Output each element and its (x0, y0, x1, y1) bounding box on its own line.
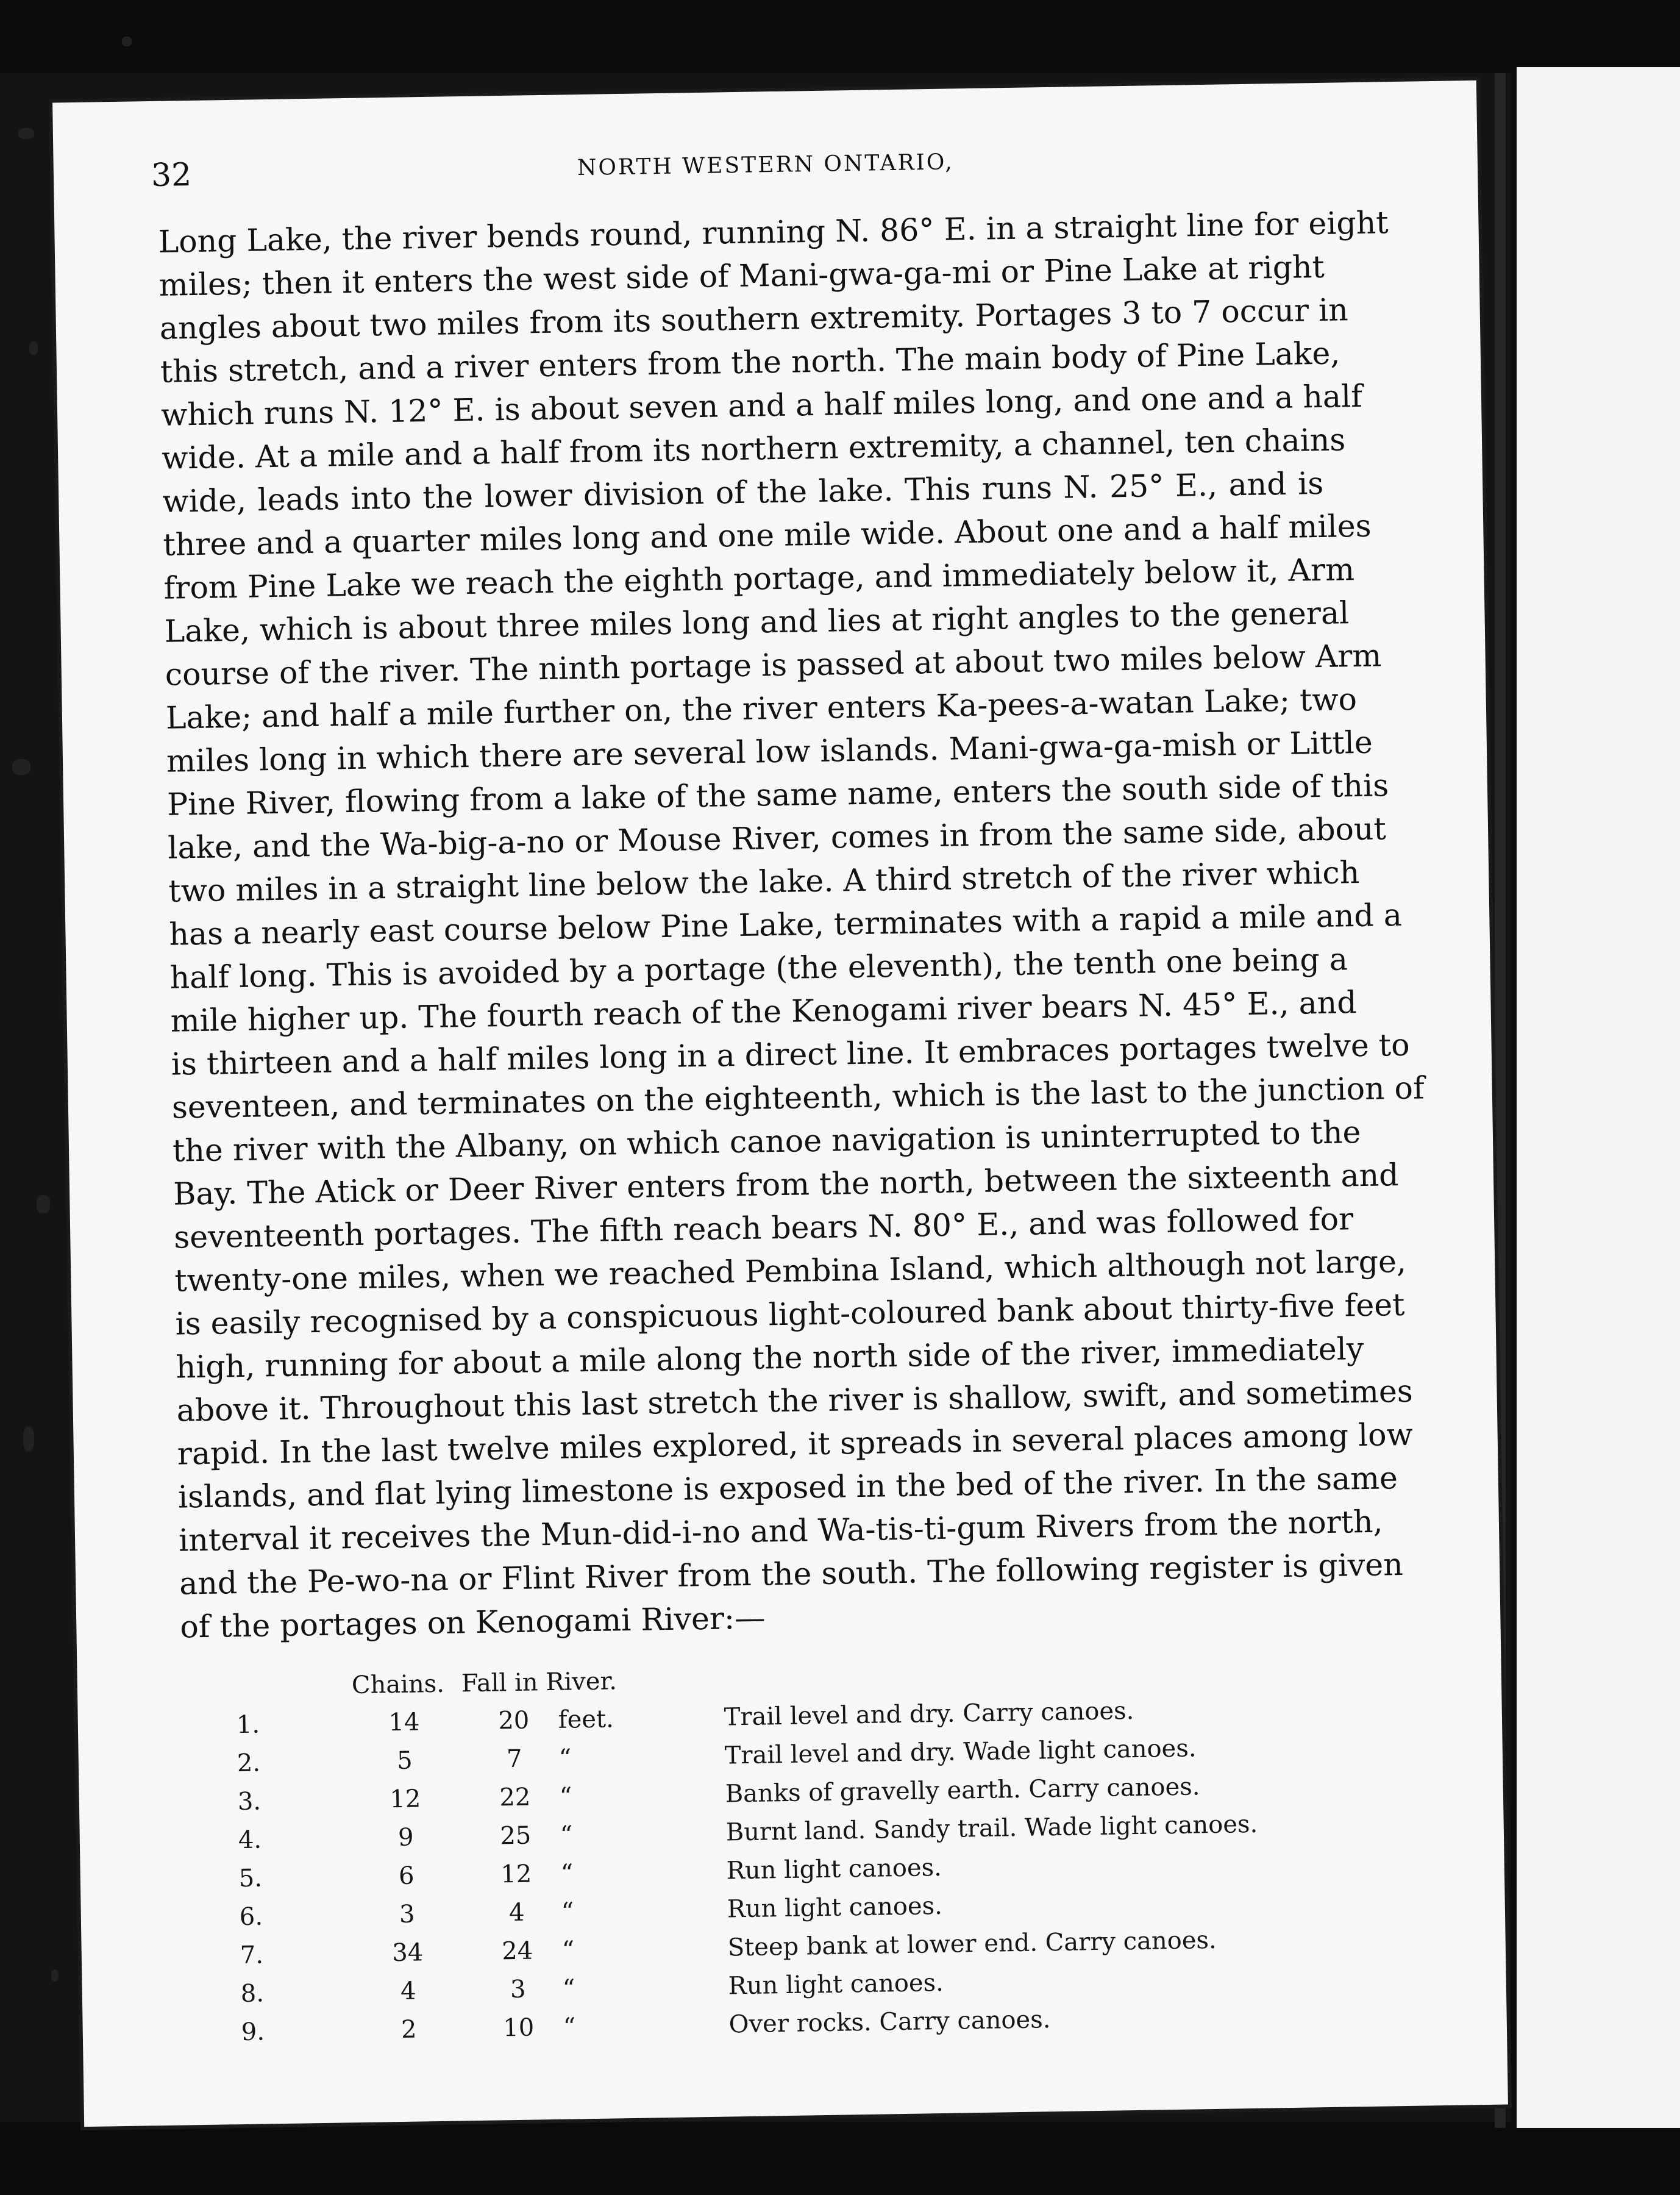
text-line: and the Pe-wo-na or Flint River from the south. The following register is given (179, 1546, 1404, 1602)
text-line: is easily recognised by a conspicuous light-coloured bank about thirty-five feet (175, 1286, 1405, 1342)
text-line: Long Lake, the river bends round, running N. 86° E. in a straight line for eight (158, 204, 1389, 260)
remark-cell: Burnt land. Sandy trail. Wade light canoes. (725, 1810, 1258, 1847)
text-line: twenty-one miles, when we reached Pembina Island, which although not large, (174, 1243, 1407, 1299)
text-line: the river with the Albany, on which canoe navigation is uninterrupted to the (172, 1114, 1361, 1169)
remark-cell: Run light canoes. (728, 1968, 944, 2000)
unit-cell: “ (559, 1782, 572, 1811)
text-line: course of the river. The ninth portage is passed at about two miles below Arm (165, 637, 1382, 693)
text-line: rapid. In the last twelve miles explored, it spreads in several places among low (177, 1416, 1414, 1472)
text-line: this stretch, and a river enters from the north. The main body of Pine Lake, (160, 335, 1340, 390)
fall-cell: 20 (498, 1706, 530, 1735)
remark-cell: Trail level and dry. Carry canoes. (724, 1697, 1134, 1732)
portage-number: 2. (237, 1749, 261, 1778)
fall-cell: 12 (500, 1860, 532, 1889)
portage-number: 9. (241, 2018, 265, 2047)
text-line: angles about two miles from its southern extremity. Portages 3 to 7 occur in (159, 291, 1349, 346)
portage-register-table (236, 1667, 1258, 2057)
unit-cell: “ (560, 1821, 573, 1849)
fall-cell: 22 (499, 1783, 531, 1812)
film-border-top (0, 0, 1680, 73)
table-row (238, 1853, 942, 1903)
remark-cell: Run light canoes. (727, 1891, 943, 1924)
fall-cell: 10 (502, 2013, 535, 2043)
facing-page (1511, 67, 1680, 2128)
book-page (52, 80, 1508, 2127)
text-line: mile higher up. The fourth reach of the Kenogami river bears N. 45° E., and (170, 984, 1357, 1039)
unit-cell: “ (563, 2013, 576, 2041)
text-line: two miles in a straight line below the lake. A third stretch of the river which (168, 854, 1360, 909)
text-line: islands, and flat lying limestone is exposed in the bed of the river. In the same (177, 1460, 1398, 1515)
chains-cell: 4 (400, 1977, 416, 2005)
chains-cell: 6 (398, 1861, 415, 1890)
page-number: 32 (151, 156, 192, 195)
remark-cell: Steep bank at lower end. Carry canoes. (727, 1926, 1217, 1962)
unit-cell: “ (561, 1936, 575, 1965)
unit-cell: feet. (558, 1705, 614, 1734)
portage-number: 8. (240, 1979, 265, 2008)
chains-cell: 12 (390, 1785, 421, 1814)
header-fall-in-river: Fall in River. (461, 1667, 618, 1698)
table-header (236, 1667, 618, 1711)
text-line: above it. Throughout this last stretch the river is shallow, swift, and sometimes (176, 1372, 1414, 1429)
text-line: is thirteen and a half miles long in a direct line. It embraces portages twelve to (171, 1026, 1410, 1082)
text-line: miles; then it enters the west side of Mani-gwa-ga-mi or Pine Lake at right (158, 248, 1325, 303)
portage-number: 3. (237, 1787, 262, 1816)
chains-cell: 2 (400, 2015, 417, 2044)
table-row (237, 1734, 1197, 1788)
text-line: which runs N. 12° E. is about seven and a half miles long, and one and a half (160, 377, 1363, 433)
running-head: NORTH WESTERN ONTARIO, (577, 149, 955, 181)
table-row (240, 1968, 944, 2018)
text-line: Bay. The Atick or Deer River enters from the north, between the sixteenth and (173, 1157, 1399, 1212)
fall-cell: 4 (508, 1898, 525, 1927)
remark-cell: Run light canoes. (726, 1853, 942, 1885)
text-line: Lake, which is about three miles long and lies at right angles to the general (164, 594, 1350, 649)
chains-cell: 9 (397, 1823, 414, 1852)
unit-cell: “ (561, 1897, 574, 1926)
chains-cell: 14 (388, 1708, 420, 1737)
text-line: three and a quarter miles long and one mile wide. About one and a half miles (163, 507, 1372, 563)
text-line: half long. This is avoided by a portage (the eleventh), the tenth one being a (169, 941, 1348, 996)
text-line: wide. At a mile and a half from its northern extremity, a channel, ten chains (161, 421, 1346, 476)
fall-cell: 25 (499, 1821, 532, 1851)
text-line: lake, and the Wa-big-a-no or Mouse River, comes in from the same side, about (167, 810, 1387, 866)
portage-number: 6. (239, 1902, 263, 1932)
text-line: miles long in which there are several low islands. Mani-gwa-ga-mish or Little (166, 724, 1373, 779)
fall-cell: 7 (506, 1744, 522, 1774)
chains-cell: 34 (391, 1938, 424, 1968)
table-body (236, 1697, 1258, 2057)
text-line: of the portages on Kenogami River:— (179, 1599, 766, 1645)
chains-cell: 5 (396, 1746, 413, 1776)
portage-number: 5. (238, 1864, 263, 1893)
unit-cell: “ (562, 1974, 575, 2003)
text-line: Lake; and half a mile further on, the river enters Ka-pees-a-watan Lake; two (165, 681, 1358, 736)
body-paragraph (158, 202, 1425, 1649)
fall-cell: 3 (510, 1975, 526, 2004)
fall-cell: 24 (501, 1936, 533, 1966)
text-line: interval it receives the Mun-did-i-no and Wa-tis-ti-gum Rivers from the north, (178, 1503, 1384, 1558)
remark-cell: Trail level and dry. Wade light canoes. (724, 1734, 1197, 1770)
table-row (239, 1891, 943, 1941)
text-line: high, running for about a mile along the north side of the river, immediately (176, 1330, 1364, 1385)
unit-cell: “ (560, 1859, 574, 1888)
text-line: has a nearly east course below Pine Lake, terminates with a rapid a mile and a (169, 896, 1403, 952)
text-line: Pine River, flowing from a lake of the same name, enters the south side of this (166, 767, 1389, 823)
portage-number: 4. (238, 1826, 262, 1855)
portage-number: 7. (240, 1941, 264, 1970)
chains-cell: 3 (399, 1900, 415, 1929)
unit-cell: “ (558, 1744, 572, 1772)
text-line: wide, leads into the lower division of the lake. This runs N. 25° E., and is (162, 465, 1324, 519)
text-line: seventeenth portages. The fifth reach bears N. 80° E., and was followed for (173, 1201, 1354, 1255)
portage-number: 1. (236, 1710, 260, 1740)
table-row (238, 1810, 1258, 1865)
text-line: from Pine Lake we reach the eighth portage, and immediately below it, Arm (163, 551, 1355, 606)
remark-cell: Over rocks. Carry canoes. (728, 2005, 1051, 2039)
film-border-bottom (0, 2122, 1680, 2195)
header-chains: Chains. (351, 1669, 445, 1700)
remark-cell: Banks of gravelly earth. Carry canoes. (725, 1772, 1200, 1808)
text-line: seventeen, and terminates on the eighteenth, which is the last to the junction of (171, 1069, 1425, 1126)
